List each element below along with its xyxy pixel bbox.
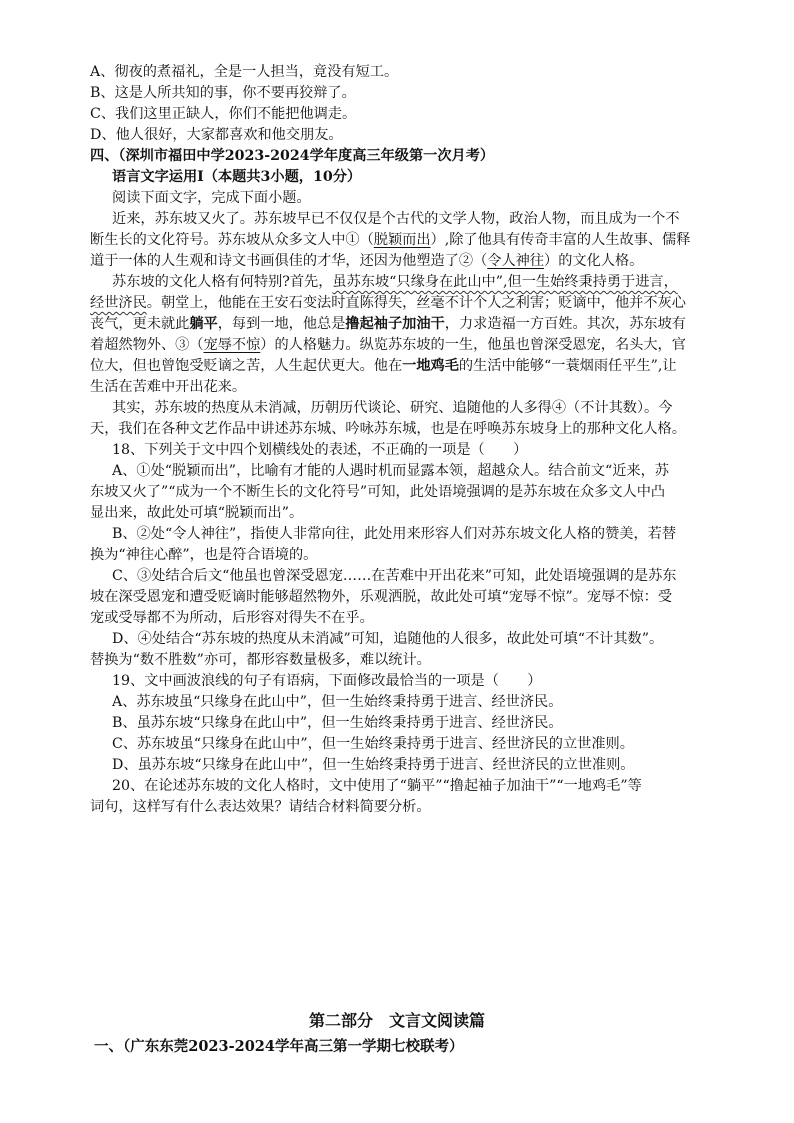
question-20-stem-cont: 词句，这样写有什么表达效果？请结合材料简要分析。 [90,799,431,815]
blank-2-underlined: 令人神往 [487,253,545,269]
question-19-stem: 19、文中画波浪线的句子有语病，下面修改最恰当的一项是（ ） [112,673,542,689]
q18-option-c: C、③处结合后文“他虽也曾深受恩宠……在苦难中开出花来”可知，此处语境强调的是苏东 [112,568,677,584]
q18-option-a: A、①处“脱颖而出”，比喻有才能的人遇时机而显露本领，超越众人。结合前文“近来，苏 [112,463,669,479]
q18-option-c-cont: 宠或受辱都不为所动，后形容对得失不在乎。 [90,610,374,626]
bold-term: 躺平 [189,316,218,332]
q18-option-c-cont: 坡在深受恩宠和遭受贬谪时能够超然物外，乐观洒脱，故此处可填“宠辱不惊”。宠辱不惊：受 [90,589,673,605]
passage-line: 丧气，更未就此躺平，每到一地，他总是撸起袖子加油干，力求造福一方百姓。其次，苏东坡有 [90,316,686,332]
wavy-sentence-end: 经世济民 [90,295,147,311]
q18-option-d-cont: 替换为“数不胜数”亦可，都形容数量极多，难以统计。 [90,652,431,668]
bold-term: 一地鸡毛 [402,358,459,374]
section-subheading: 语言文字运用Ⅰ（本题共3小题，10分） [112,169,362,185]
passage-line: 着超然物外、③（宠辱不惊）的人格魅力。纵览苏东坡的一生，他虽也曾深受恩宠，名头大，官 [90,337,686,353]
option-c-prev: C、我们这里正缺人，你们不能把他调走。 [90,106,357,122]
passage-line: 其实，苏东坡的热度从未消减，历朝历代谈论、研究、追随他的人多得④（不计其数）。今 [112,400,673,416]
passage-line: 生活在苦难中开出花来。 [90,379,247,395]
question-20-stem: 20、在论述苏东坡的文化人格时，文中使用了“躺平”“撸起袖子加油干”“一地鸡毛”等 [112,778,642,794]
q18-option-b: B、②处“令人神往”，指使人非常向往，此处用来形容人们对苏东坡文化人格的赞美，若替 [112,526,677,542]
q18-option-d: D、④处结合“苏东坡的热度从未消减”可知，追随他的人很多，故此处可填“不计其数”。 [112,631,664,647]
part-title: 第二部分 文言文阅读篇 [308,1011,485,1030]
q19-option-a: A、苏东坡虽“只缘身在此山中”，但一生始终秉持勇于进言、经世济民。 [112,694,563,710]
passage-line: 苏东坡的文化人格有何特别?首先，虽苏东坡“只缘身在此山中”,但一生始终秉持勇于进言， [112,274,678,290]
wavy-sentence: 虽苏东坡“只缘身在此山中”,但一生始终秉持勇于进言， [332,274,678,290]
part-subheading: 一、（广东东莞2023-2024学年高三第一学期七校联考） [94,1038,464,1055]
instruction: 阅读下面文字，完成下面小题。 [112,190,311,206]
q18-option-a-cont: 东坡又火了”“成为一个不断生长的文化符号”可知，此处语境强调的是苏东坡在众多文人中凸 [90,484,666,500]
option-b-prev: B、这是人所共知的事，你不要再狡辩了。 [90,85,356,101]
option-d-prev: D、他人很好，大家都喜欢和他交朋友。 [90,127,343,143]
q19-option-d: D、虽苏东坡“只缘身在此山中”，但一生始终秉持勇于进言、经世济民的立世准则。 [112,757,635,773]
passage-line: 道于一体的人生观和诗文书画俱佳的才华，还因为他塑造了②（令人神往）的文化人格。 [90,253,644,269]
q18-option-b-cont: 换为“神往心醉”，也是符合语境的。 [90,547,318,563]
blank-1-underlined: 脱颖而出 [373,232,431,248]
passage-line: 经世济民。朝堂上，他能在王安石变法时直陈得失，丝毫不计个人之利害；贬谪中，他并不灰心 [90,295,686,311]
option-a-prev: A、彻夜的煮福礼，全是一人担当，竟没有短工。 [90,64,399,80]
passage-line: 近来，苏东坡又火了。苏东坡早已不仅仅是个古代的文学人物，政治人物，而且成为一个不 [112,211,680,227]
bold-term: 撸起袖子加油干 [345,316,445,332]
passage-line: 断生长的文化符号。苏东坡从众多文人中①（脱颖而出）,除了他具有传奇丰富的人生故事、儒释 [90,232,691,248]
question-18-stem: 18、下列关于文中四个划横线处的表述，不正确的一项是（ ） [112,442,528,458]
q18-option-a-cont: 显出来，故此处可填“脱颖而出”。 [90,505,304,521]
q19-option-b: B、虽苏东坡“只缘身在此山中”，但一生始终秉持勇于进言、经世济民。 [112,715,563,731]
section-heading: 四、（深圳市福田中学2023-2024学年度高三年级第一次月考） [90,148,495,164]
q19-option-c: C、苏东坡虽“只缘身在此山中”，但一生始终秉持勇于进言、经世济民的立世准则。 [112,736,634,752]
passage-line: 位大，但也曾饱受贬谪之苦，人生起伏更大。他在一地鸡毛的生活中能够“一蓑烟雨任平生”,让 [90,358,677,374]
blank-3-underlined: 宠辱不惊 [203,337,261,353]
passage-line: 天，我们在各种文艺作品中讲述苏东城、吟咏苏东城，也是在呼唤苏东坡身上的那种文化人格。 [90,421,686,437]
